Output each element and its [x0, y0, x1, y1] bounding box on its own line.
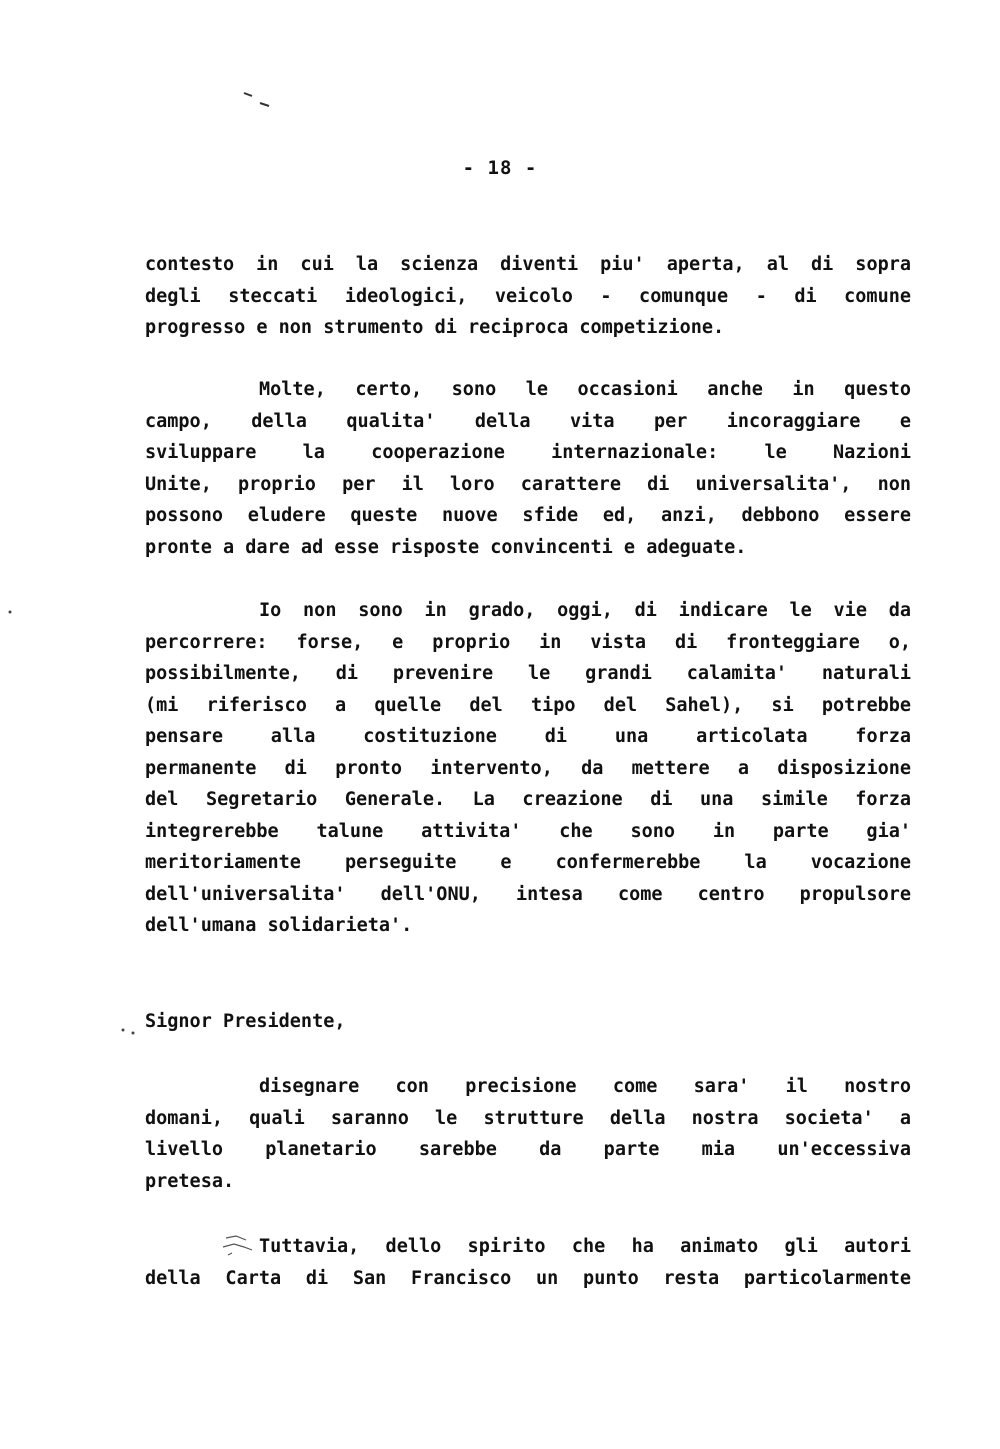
text-line: dell'umana solidarieta'. — [145, 915, 413, 936]
text-line: Unite, proprio per il loro carattere di universalita', non — [145, 473, 911, 495]
text-line: livello planetario sarebbe da parte mia un'eccessiva — [145, 1139, 911, 1160]
scan-speck — [132, 1032, 135, 1035]
scan-speck — [9, 611, 12, 614]
text-line: integrerebbe talune attivita' che sono in parte gia' — [145, 820, 911, 842]
text-line: contesto in cui la scienza diventi piu' aperta, al di sopra — [145, 254, 911, 275]
text-line: possono eludere queste nuove sfide ed, anzi, debbono essere — [145, 505, 911, 526]
text-line: pensare alla costituzione di una articolata forza — [145, 726, 911, 747]
scan-speck — [260, 103, 269, 106]
text-line: permanente di pronto intervento, da mettere a disposizione — [145, 757, 911, 779]
text-line: campo, della qualita' della vita per incoraggiare e — [145, 410, 911, 432]
scan-speck — [244, 93, 252, 96]
text-line: progresso e non strumento di reciproca competizione. — [145, 317, 725, 338]
text-line: dell'universalita' dell'ONU, intesa come centro propulsore — [145, 883, 911, 905]
text-line: (mi riferisco a quelle del tipo del Sahel), si potrebbe — [145, 694, 911, 716]
text-line: pretesa. — [145, 1170, 235, 1192]
salutation: Signor Presidente, — [145, 1011, 346, 1032]
text-line: Io non sono in grado, oggi, di indicare le vie da — [259, 600, 911, 621]
text-line: sviluppare la cooperazione internazionale: le Nazioni — [145, 442, 911, 463]
paragraph — [145, 1231, 911, 1294]
scan-speck — [122, 1029, 125, 1032]
text-line: degli steccati ideologici, veicolo - comunque - di comune — [145, 285, 911, 307]
paragraph — [145, 1071, 911, 1197]
text-line: disegnare con precisione come sara' il nostro — [259, 1076, 911, 1097]
text-line: possibilmente, di prevenire le grandi calamita' naturali — [145, 663, 911, 684]
text-line: pronte a dare ad esse risposte convincenti e adeguate. — [145, 536, 747, 558]
text-line: Tuttavia, dello spirito che ha animato gli autori — [259, 1236, 911, 1257]
paragraph — [145, 249, 911, 344]
text-line: meritoriamente perseguite e confermerebbe la vocazione — [145, 852, 911, 873]
text-line: del Segretario Generale. La creazione di una simile forza — [145, 789, 911, 810]
text-line: Molte, certo, sono le occasioni anche in questo — [259, 379, 911, 400]
text-line: percorrere: forse, e proprio in vista di fronteggiare o, — [145, 631, 911, 653]
paragraph — [145, 595, 911, 942]
paragraph — [145, 374, 911, 563]
text-line: domani, quali saranno le strutture della nostra societa' a — [145, 1107, 911, 1129]
text-line: della Carta di San Francisco un punto resta particolarmente — [145, 1267, 911, 1289]
page-number: - 18 - — [462, 157, 538, 179]
